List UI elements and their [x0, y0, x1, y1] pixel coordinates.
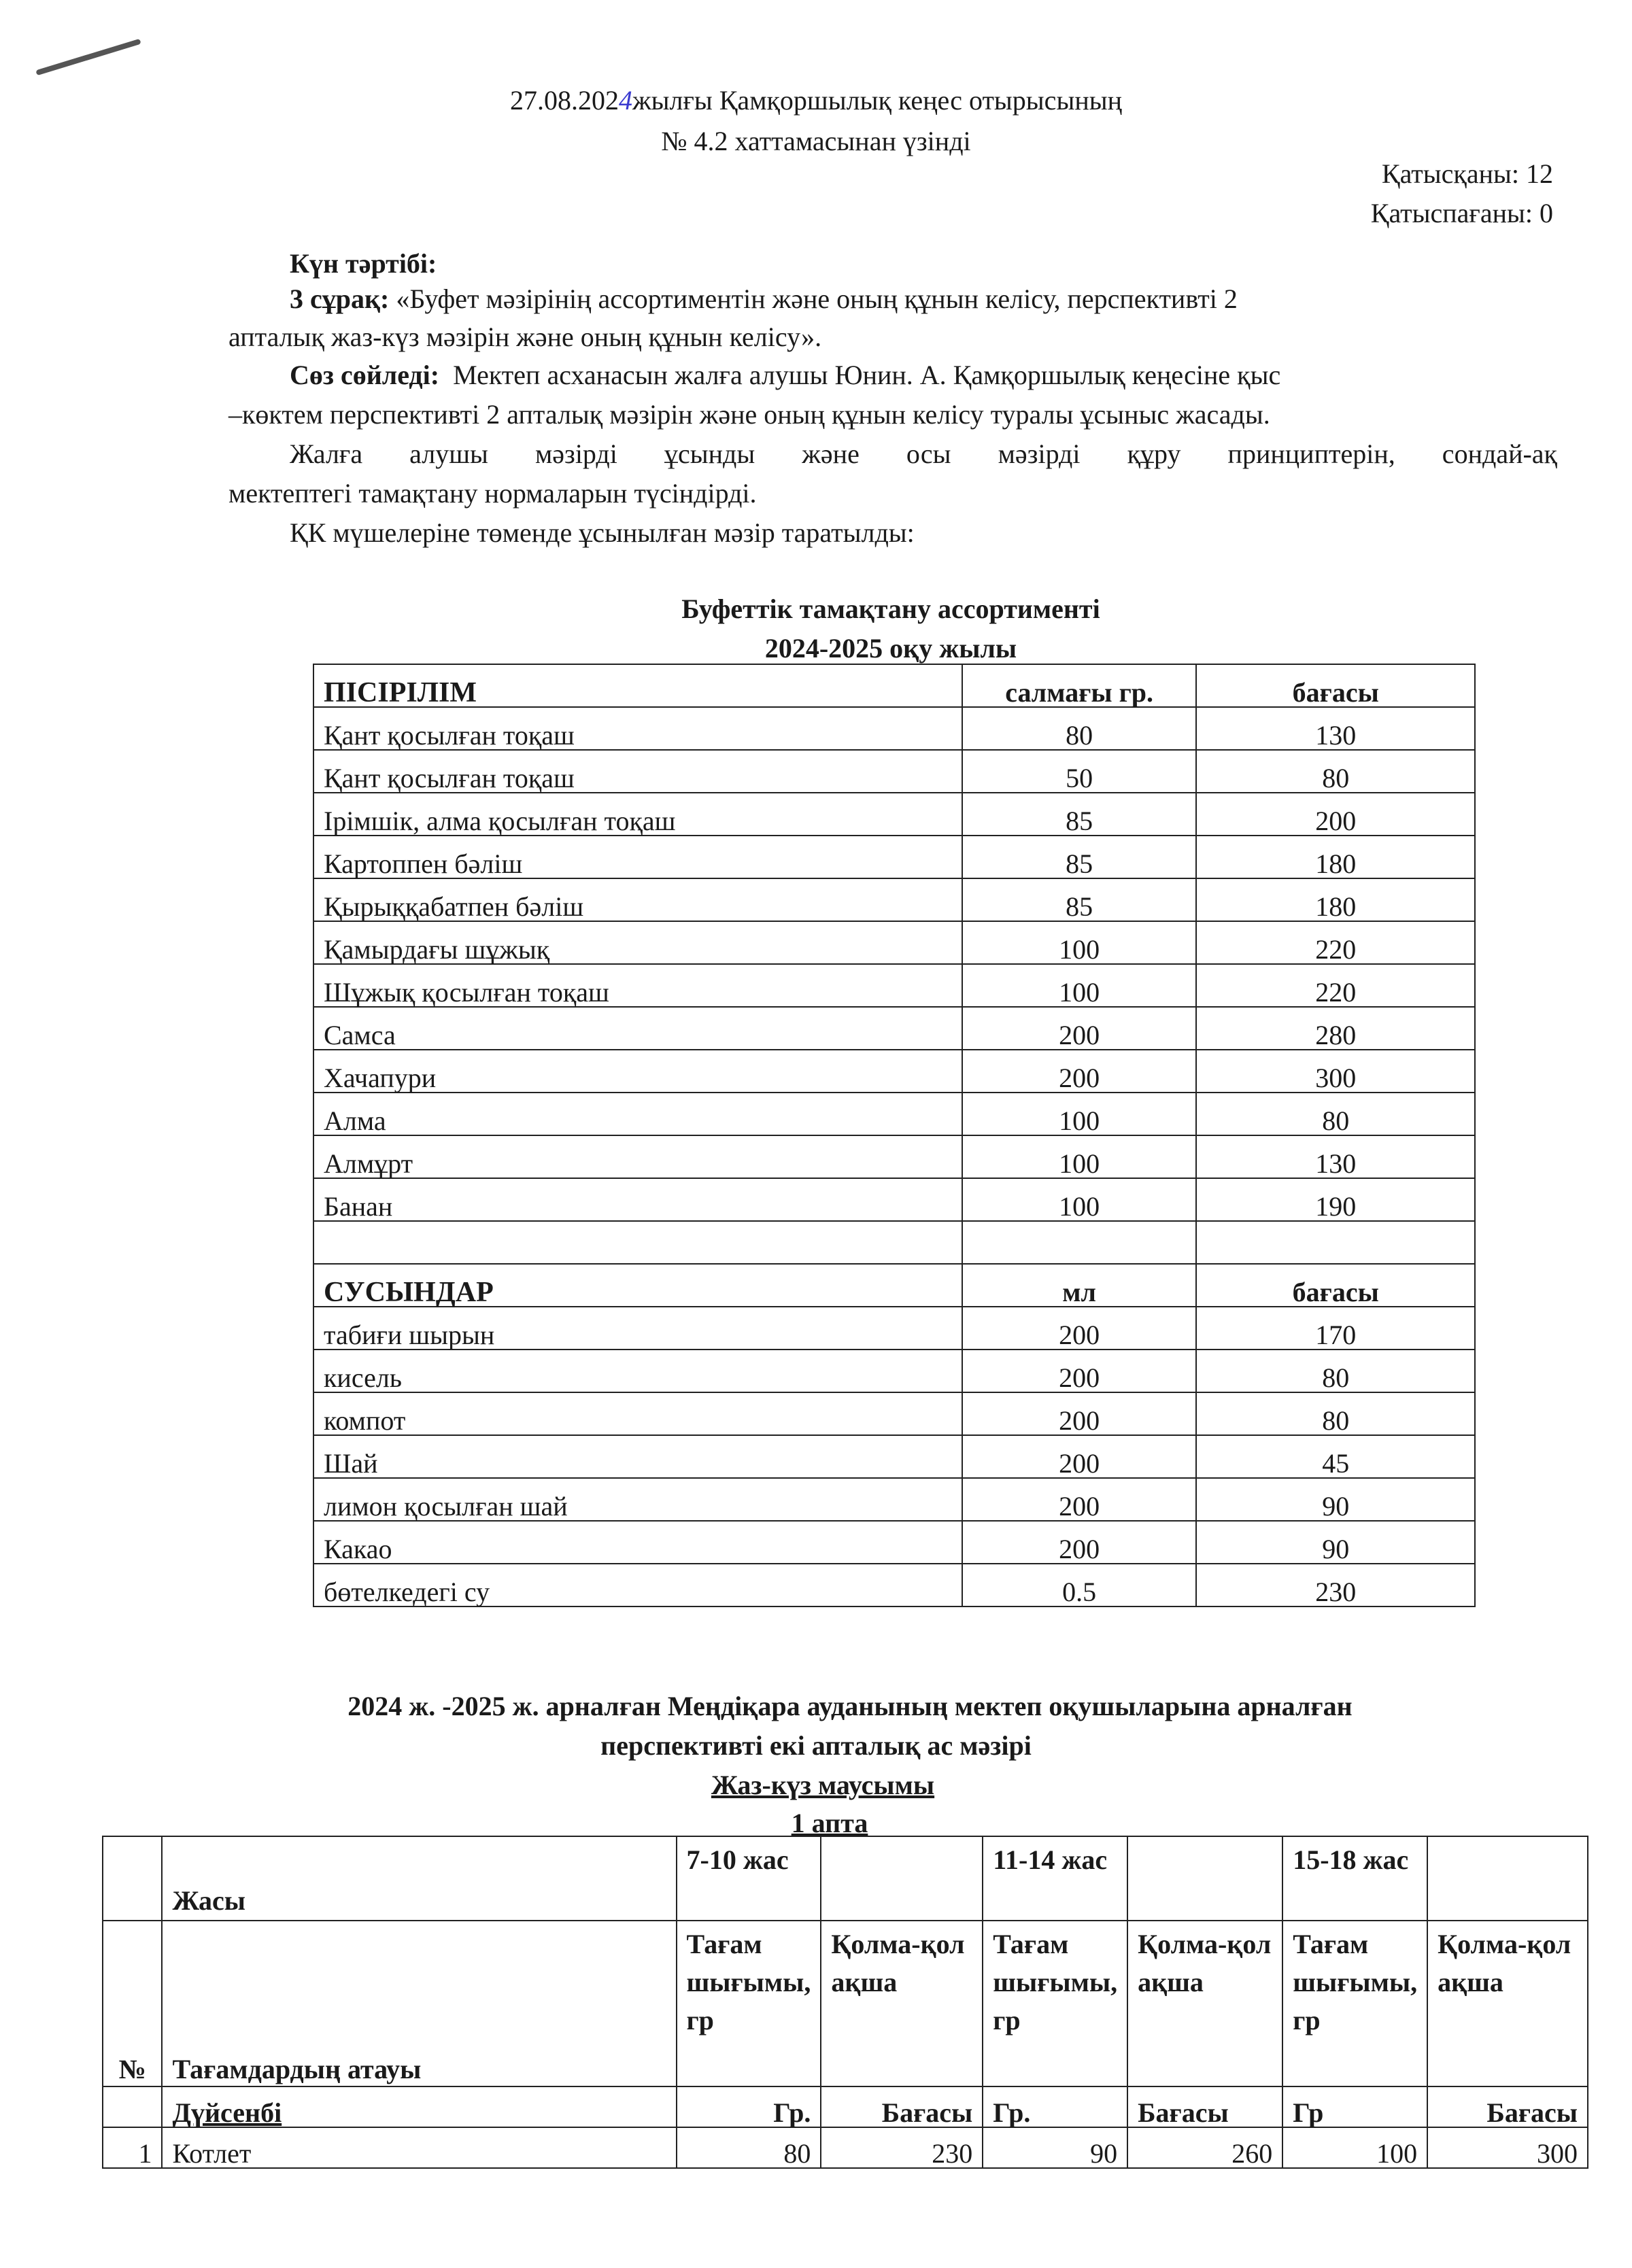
speaker-line: Сөз сөйледі: Мектеп асханасын жалға алушы Юнин. А. Қамқоршылық кеңесіне қыс — [290, 360, 1281, 390]
paragraph-2: Жалға алушы мәзірді ұсынды және осы мәзірді құру принциптерін, сондай-ақ — [290, 439, 1557, 469]
item-price: 90 — [1196, 1478, 1475, 1521]
age-15-18: 15-18 жас — [1282, 1836, 1427, 1921]
item-price: 80 — [1196, 750, 1475, 793]
table-row — [313, 1050, 1475, 1093]
week-label: 1 апта — [791, 1808, 868, 1838]
item-amount: 200 — [962, 1307, 1197, 1350]
table-row — [313, 707, 1475, 750]
item-name: Банан — [313, 1178, 962, 1221]
item-amount: 80 — [962, 707, 1197, 750]
item-price: 80 — [1196, 1392, 1475, 1435]
gr-header-3: Гр — [1282, 2086, 1427, 2127]
age-label: Жасы — [162, 1836, 676, 1921]
item-name: Алма — [313, 1093, 962, 1135]
item-amount: 85 — [962, 793, 1197, 836]
agenda-label: Күн тәртібі: — [290, 248, 437, 279]
table-row — [313, 1435, 1475, 1478]
speaker-line-cont: –көктем перспективті 2 апталық мәзірін және оның құнын келісу туралы ұсыныс жасады. — [228, 399, 1270, 430]
item-name: бөтелкедегі су — [313, 1564, 962, 1606]
price-header: бағасы — [1196, 1264, 1475, 1307]
item-name: Қамырдағы шұжық — [313, 921, 962, 964]
item-name: Хачапури — [313, 1050, 962, 1093]
table-row — [313, 1307, 1475, 1350]
item-price: 200 — [1196, 793, 1475, 836]
age-11-14: 11-14 жас — [983, 1836, 1127, 1921]
price-7-10: 230 — [821, 2127, 983, 2168]
item-price: 80 — [1196, 1350, 1475, 1392]
item-amount: 200 — [962, 1050, 1197, 1093]
table-row — [313, 750, 1475, 793]
item-amount: 200 — [962, 1007, 1197, 1050]
dish-name: Котлет — [162, 2127, 676, 2168]
item-name: Қант қосылған тоқаш — [313, 750, 962, 793]
item-price: 130 — [1196, 1135, 1475, 1178]
buffet-title: Буфеттік тамақтану ассортименті — [681, 594, 1100, 624]
item-amount: 0.5 — [962, 1564, 1197, 1606]
item-name: Қант қосылған тоқаш — [313, 707, 962, 750]
absent-count: Қатыспағаны: 0 — [1370, 198, 1553, 228]
item-name: Шай — [313, 1435, 962, 1478]
question-3-cont: апталық жаз-күз мәзірін және оның құнын келісу». — [228, 322, 822, 352]
item-name: лимон қосылған шай — [313, 1478, 962, 1521]
unit-header: салмағы гр. — [962, 664, 1197, 707]
item-price: 180 — [1196, 836, 1475, 878]
price-header: бағасы — [1196, 664, 1475, 707]
item-name: Какао — [313, 1521, 962, 1564]
number-header: № — [103, 1921, 162, 2086]
item-price: 170 — [1196, 1307, 1475, 1350]
item-amount — [962, 1221, 1197, 1264]
item-price: 230 — [1196, 1564, 1475, 1606]
item-price: 45 — [1196, 1435, 1475, 1478]
question-3: 3 сұрақ: «Буфет мәзірінің ассортиментін және оның құнын келісу, перспективті 2 — [290, 284, 1238, 314]
yield-header-7-10: Тағам шығымы, гр — [677, 1921, 821, 2086]
price-11-14: 260 — [1127, 2127, 1282, 2168]
table-row — [313, 878, 1475, 921]
item-amount: 85 — [962, 878, 1197, 921]
item-amount: 200 — [962, 1478, 1197, 1521]
table-header-row — [313, 1264, 1475, 1307]
section-header: ПІСІРІЛІМ — [313, 664, 962, 707]
item-price — [1196, 1221, 1475, 1264]
item-name: Самса — [313, 1007, 962, 1050]
table-row — [103, 2127, 1588, 2168]
item-price: 130 — [1196, 707, 1475, 750]
table-row — [313, 964, 1475, 1007]
season-label: Жаз-күз маусымы — [711, 1770, 935, 1800]
item-price: 90 — [1196, 1521, 1475, 1564]
protocol-subtitle: № 4.2 хаттамасынан үзінді — [661, 126, 971, 156]
menu-title: 2024 ж. -2025 ж. арналған Меңдіқара ауданының мектеп оқушыларына арналған — [347, 1691, 1353, 1721]
table-row — [313, 1007, 1475, 1050]
menu-table — [102, 1836, 1588, 2169]
item-price: 180 — [1196, 878, 1475, 921]
price-header-3: Бағасы — [1427, 2086, 1588, 2127]
pen-stroke-mark — [35, 39, 141, 75]
yield-15-18: 100 — [1282, 2127, 1427, 2168]
item-name: кисель — [313, 1350, 962, 1392]
buffet-year: 2024-2025 оқу жылы — [764, 633, 1017, 664]
item-amount: 200 — [962, 1350, 1197, 1392]
table-row — [313, 1221, 1475, 1264]
item-name: Шұжық қосылған тоқаш — [313, 964, 962, 1007]
price-header-2: Бағасы — [1127, 2086, 1282, 2127]
paragraph-3: ҚК мүшелеріне төменде ұсынылған мәзір таратылды: — [290, 517, 915, 548]
item-price: 220 — [1196, 964, 1475, 1007]
item-name: Қырыққабатпен бәліш — [313, 878, 962, 921]
item-amount: 100 — [962, 1178, 1197, 1221]
gr-header-1: Гр. — [677, 2086, 821, 2127]
table-row — [313, 921, 1475, 964]
item-name: Алмұрт — [313, 1135, 962, 1178]
item-amount: 200 — [962, 1521, 1197, 1564]
table-row — [313, 1135, 1475, 1178]
table-row — [313, 1392, 1475, 1435]
table-row — [313, 1093, 1475, 1135]
table-row — [313, 836, 1475, 878]
item-amount: 100 — [962, 1135, 1197, 1178]
yield-header-11-14: Тағам шығымы, гр — [983, 1921, 1127, 2086]
unit-header: мл — [962, 1264, 1197, 1307]
table-row — [313, 1350, 1475, 1392]
yield-7-10: 80 — [677, 2127, 821, 2168]
day-label: Дүйсенбі — [162, 2086, 676, 2127]
item-name: Ірімшік, алма қосылған тоқаш — [313, 793, 962, 836]
section-header: СУСЫНДАР — [313, 1264, 962, 1307]
item-amount: 50 — [962, 750, 1197, 793]
paragraph-2-cont: мектептегі тамақтану нормаларын түсіндірді. — [228, 478, 757, 509]
item-amount: 200 — [962, 1392, 1197, 1435]
item-name — [313, 1221, 962, 1264]
item-amount: 100 — [962, 1093, 1197, 1135]
item-name: Картоппен бәліш — [313, 836, 962, 878]
table-row — [313, 793, 1475, 836]
item-name: табиғи шырын — [313, 1307, 962, 1350]
age-row-blank — [103, 1836, 162, 1921]
table-header-row — [313, 664, 1475, 707]
item-price: 300 — [1196, 1050, 1475, 1093]
item-price: 220 — [1196, 921, 1475, 964]
table-row — [313, 1564, 1475, 1606]
item-amount: 100 — [962, 964, 1197, 1007]
row-number: 1 — [103, 2127, 162, 2168]
price-header-1: Бағасы — [821, 2086, 983, 2127]
price-15-18: 300 — [1427, 2127, 1588, 2168]
menu-title-cont: перспективті екі апталық ас мәзірі — [600, 1730, 1032, 1761]
cash-header-11-14: Қолма-қол ақша — [1127, 1921, 1282, 2086]
age-7-10: 7-10 жас — [677, 1836, 821, 1921]
protocol-title: 27.08.2024жылғы Қамқоршылық кеңес отырысының — [510, 85, 1122, 116]
table-row — [313, 1478, 1475, 1521]
item-price: 80 — [1196, 1093, 1475, 1135]
table-row — [313, 1178, 1475, 1221]
cash-header-7-10: Қолма-қол ақша — [821, 1921, 983, 2086]
present-count: Қатысқаны: 12 — [1381, 158, 1553, 189]
item-amount: 100 — [962, 921, 1197, 964]
item-price: 190 — [1196, 1178, 1475, 1221]
cash-header-15-18: Қолма-қол ақша — [1427, 1921, 1588, 2086]
yield-11-14: 90 — [983, 2127, 1127, 2168]
dish-name-header: Тағамдардың атауы — [162, 1921, 676, 2086]
yield-header-15-18: Тағам шығымы, гр — [1282, 1921, 1427, 2086]
item-amount: 85 — [962, 836, 1197, 878]
table-row — [313, 1521, 1475, 1564]
gr-header-2: Гр. — [983, 2086, 1127, 2127]
handwritten-digit: 4 — [619, 85, 632, 116]
item-name: компот — [313, 1392, 962, 1435]
item-price: 280 — [1196, 1007, 1475, 1050]
item-amount: 200 — [962, 1435, 1197, 1478]
buffet-table — [313, 664, 1476, 1607]
